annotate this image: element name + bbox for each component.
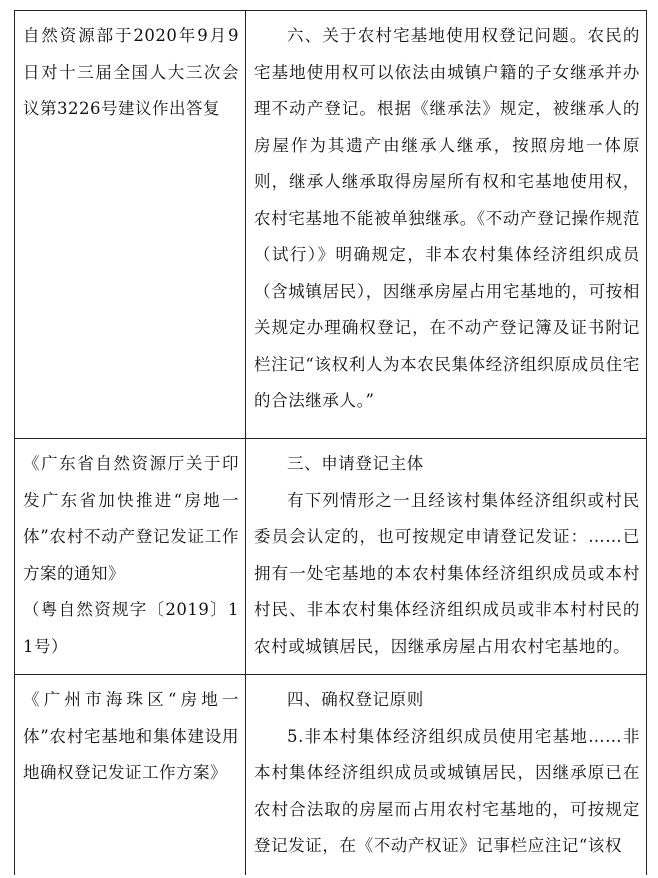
content-text: 5.非本村集体经济组织成员使用宅基地……非本村集体经济组织成员或城镇居民，因继承原已在农村合法取的房屋而占用农村宅基地的，可按规定登记发证，在《不动产权证》记事栏应注记“该权	[254, 726, 640, 855]
content-heading: 三、申请登记主体	[287, 454, 424, 473]
source-note: （粤自然资规字〔2019〕11号）	[23, 600, 239, 656]
source-cell	[15, 11, 246, 439]
table-row	[15, 11, 647, 439]
table-row	[15, 439, 647, 675]
content-heading: 四、确权登记原则	[287, 690, 424, 709]
content-cell	[246, 11, 647, 439]
content-cell	[246, 439, 647, 675]
source-text: 《广州市海珠区“房地一体”农村宅基地和集体建设用地确权登记发证工作方案》	[23, 690, 239, 782]
content-cell	[246, 675, 647, 876]
source-cell	[15, 675, 246, 876]
table-row	[15, 675, 647, 876]
source-text: 《广东省自然资源厅关于印发广东省加快推进“房地一体”农村不动产登记发证工作方案的通知》	[23, 454, 239, 583]
source-text: 自然资源部于2020年9月9日对十三届全国人大三次会议第3226号建议作出答复	[23, 26, 239, 118]
document-table	[14, 10, 647, 875]
content-text: 六、关于农村宅基地使用权登记问题。农民的宅基地使用权可以依法由城镇户籍的子女继承并办理不动产登记。根据《继承法》规定，被继承人的房屋作为其遗产由继承人继承，按照房地一体原则，继承人继承取得房屋所有权和宅基地使用权，农村宅基地不能被单独继承。《不动产登记操作规范（试行）》明确规定，非本农村集体经济组织成员（含城镇居民），因继承房屋占用宅基地的，可按相关规定办理确权登记，在不动产登记簿及证书附记栏注记“该权利人为本农民集体经济组织原成员住宅的合法继承人。”	[254, 26, 640, 410]
content-text: 有下列情形之一且经该村集体经济组织或村民委员会认定的，也可按规定申请登记发证：……已拥有一处宅基地的本农村集体经济组织成员或本村村民、非本农村集体经济组织成员或非本村村民的农村或城镇居民，因继承房屋占用农村宅基地的。	[254, 490, 640, 656]
source-cell	[15, 439, 246, 675]
